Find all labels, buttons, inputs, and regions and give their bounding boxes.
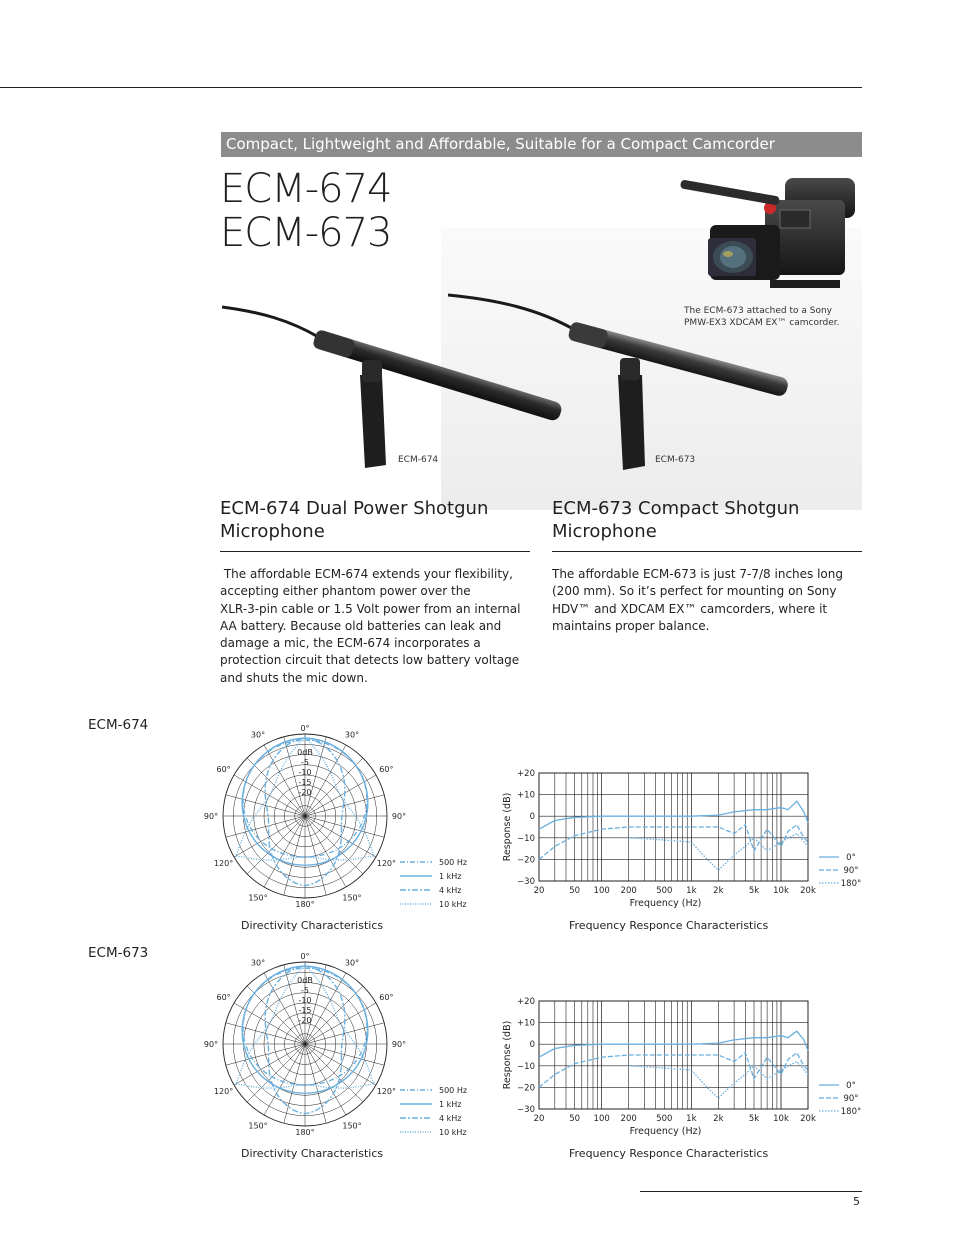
frequency-caption-ecm673: Frequency Responce Characteristics [569,1147,769,1160]
freq-x-tick: 5k [748,1114,760,1124]
freq-y-title: Response (dB) [502,792,513,862]
polar-spoke [305,758,363,816]
polar-spoke [247,758,305,816]
section-rule-ecm673 [552,551,862,552]
camcorder-caption-line1: The ECM-673 attached to a Sony [684,306,832,316]
freq-series-line [539,1053,808,1088]
mic-label-ecm674: ECM-674 [398,455,439,465]
polar-spoke [305,816,384,837]
polar-spoke [226,1044,305,1065]
freq-x-tick: 50 [569,886,581,896]
body-line: protection circuit that detects low battery voltage [220,653,520,668]
freq-x-tick: 1k [686,886,697,896]
freq-x-title: Frequency (Hz) [629,898,702,909]
polar-ring-label: -5 [301,986,309,995]
freq-x-tick: 500 [656,886,673,896]
polar-spoke [305,1023,384,1044]
freq-y-tick: −10 [517,833,535,844]
section-heading-ecm674-line1: ECM-674 Dual Power Shotgun [220,498,489,519]
camcorder-caption-line2: PMW-EX3 XDCAM EX™ camcorder. [684,318,840,328]
freq-x-title: Frequency (Hz) [629,1126,702,1137]
directivity-chart-ecm674 [195,718,475,918]
polar-angle-label: 30° [344,730,360,740]
polar-spoke [247,986,305,1044]
polar-angle-label: 30° [250,730,266,740]
polar-spoke [305,1003,376,1044]
polar-legend-label: 4 kHz [439,886,462,895]
polar-angle-label: 150° [342,893,362,903]
polar-angle-label: 120° [376,859,397,868]
freq-y-title: Response (dB) [502,1020,513,1090]
polar-spoke [305,775,376,816]
polar-legend-label: 4 kHz [439,1114,462,1123]
polar-ring-label: 0dB [297,748,313,757]
body-line: maintains proper balance. [552,618,710,633]
polar-angle-label: 90° [391,1040,407,1049]
polar-ring-label: -20 [298,1016,312,1025]
freq-x-tick: 2k [713,1114,724,1124]
frequency-caption-ecm674: Frequency Responce Characteristics [569,919,769,932]
polar-angle-label: 120° [376,1087,397,1096]
polar-legend-label: 1 kHz [439,872,462,881]
microphones-image [220,280,810,475]
freq-legend-label: 90° [843,866,859,876]
freq-y-tick: +10 [517,1018,535,1029]
body-line: and shuts the mic down. [220,670,368,685]
freq-x-tick: 100 [593,1114,610,1124]
freq-y-tick: 0 [529,812,535,823]
body-line: AA battery. Because old batteries can leak and [220,618,502,633]
polar-angle-label: 60° [379,993,394,1002]
polar-spoke [264,816,305,887]
freq-y-tick: −20 [517,1083,535,1094]
polar-angle-label: 0° [300,952,310,961]
polar-angle-label: 150° [342,1121,362,1131]
polar-angle-label: 90° [203,812,219,821]
polar-ring-label: -20 [298,788,312,797]
freq-y-tick: −20 [517,855,535,866]
freq-x-tick: 1k [686,1114,697,1124]
polar-ring-label: -15 [298,778,312,787]
freq-series-line [539,825,808,860]
freq-x-tick: 500 [656,1114,673,1124]
freq-legend-label: 0° [846,853,856,863]
polar-angle-label: 60° [216,765,231,774]
directivity-caption-ecm674: Directivity Characteristics [241,919,384,932]
freq-y-tick: +10 [517,790,535,801]
freq-y-tick: −30 [517,1105,535,1115]
polar-spoke [305,816,326,895]
polar-spoke [226,816,305,837]
polar-angle-label: 150° [248,893,268,903]
polar-angle-label: 90° [203,1040,219,1049]
polar-ring-label: -10 [298,996,312,1005]
freq-x-tick: 200 [620,886,637,896]
polar-ring-label: 0dB [297,976,313,985]
polar-angle-label: 60° [216,993,231,1002]
polar-ring-label: -15 [298,1006,312,1015]
polar-ring-label: -10 [298,768,312,777]
section-heading-ecm673-line2: Microphone [552,521,657,542]
freq-series-line [539,801,808,829]
footer-rule [640,1191,862,1192]
body-line: The affordable ECM-673 is just 7-7/8 inches long [552,567,843,581]
polar-angle-label: 30° [344,958,360,968]
page-title-ecm674: ECM-674 [220,166,392,212]
body-line: damage a mic, the ECM-674 incorporates a [220,636,481,651]
polar-legend-label: 500 Hz [439,1086,468,1095]
page-title-ecm673: ECM-673 [220,210,392,256]
section-body-ecm673 [552,566,862,635]
freq-x-tick: 10k [773,886,789,896]
freq-legend-label: 180° [840,1107,862,1117]
freq-x-tick: 5k [748,886,760,896]
freq-x-tick: 2k [713,886,724,896]
freq-y-tick: −10 [517,1061,535,1072]
frequency-chart-ecm674 [495,765,875,915]
polar-angle-label: 150° [248,1121,268,1131]
freq-y-tick: +20 [517,997,535,1007]
freq-y-tick: 0 [529,1040,535,1051]
freq-x-tick: 20k [800,886,816,896]
polar-legend-label: 1 kHz [439,1100,462,1109]
polar-spoke [305,986,363,1044]
mic-label-ecm673: ECM-673 [655,455,696,465]
polar-angle-label: 180° [295,900,315,909]
polar-legend-label: 10 kHz [439,1128,467,1137]
body-line: accepting either phantom power over the [220,584,471,599]
body-line: HDV™ and XDCAM EX™ camcorders, where it [552,601,828,616]
frequency-chart-ecm673 [495,993,875,1143]
freq-x-tick: 10k [773,1114,789,1124]
banner: Compact, Lightweight and Affordable, Suitable for a Compact Camcorder [221,132,862,157]
freq-legend-label: 0° [846,1081,856,1091]
freq-x-tick: 50 [569,1114,581,1124]
polar-angle-label: 90° [391,812,407,821]
chart-label-ecm674: ECM-674 [88,717,149,733]
freq-x-tick: 20 [533,886,545,896]
polar-spoke [305,1044,384,1065]
freq-x-tick: 20k [800,1114,816,1124]
polar-angle-label: 0° [300,724,310,733]
polar-spoke [264,1044,305,1115]
body-line: (200 mm). So it’s perfect for mounting on Sony [552,584,837,599]
polar-ring-label: -5 [301,758,309,767]
top-rule [0,87,862,88]
body-line: XLR-3-pin cable or 1.5 Volt power from an internal [220,601,521,616]
body-line: The affordable ECM-674 extends your flexibility, [220,567,513,581]
freq-x-tick: 20 [533,1114,545,1124]
directivity-caption-ecm673: Directivity Characteristics [241,1147,384,1160]
freq-x-tick: 200 [620,1114,637,1124]
freq-y-tick: −30 [517,877,535,887]
polar-spoke [305,1044,326,1123]
polar-legend-label: 10 kHz [439,900,467,909]
polar-spoke [305,795,384,816]
section-heading-ecm673-line1: ECM-673 Compact Shotgun [552,498,800,519]
polar-angle-label: 30° [250,958,266,968]
section-heading-ecm674-line2: Microphone [220,521,325,542]
polar-angle-label: 180° [295,1128,315,1137]
freq-y-tick: +20 [517,769,535,779]
page-number: 5 [853,1195,860,1208]
section-body-ecm674 [220,566,530,687]
freq-x-tick: 100 [593,886,610,896]
chart-label-ecm673: ECM-673 [88,945,149,961]
polar-angle-label: 60° [379,765,394,774]
freq-legend-label: 180° [840,879,862,889]
freq-legend-label: 90° [843,1094,859,1104]
directivity-chart-ecm673 [195,946,475,1146]
polar-legend-label: 500 Hz [439,858,468,867]
section-rule-ecm674 [220,551,530,552]
polar-angle-label: 120° [213,1087,234,1096]
polar-angle-label: 120° [213,859,234,868]
